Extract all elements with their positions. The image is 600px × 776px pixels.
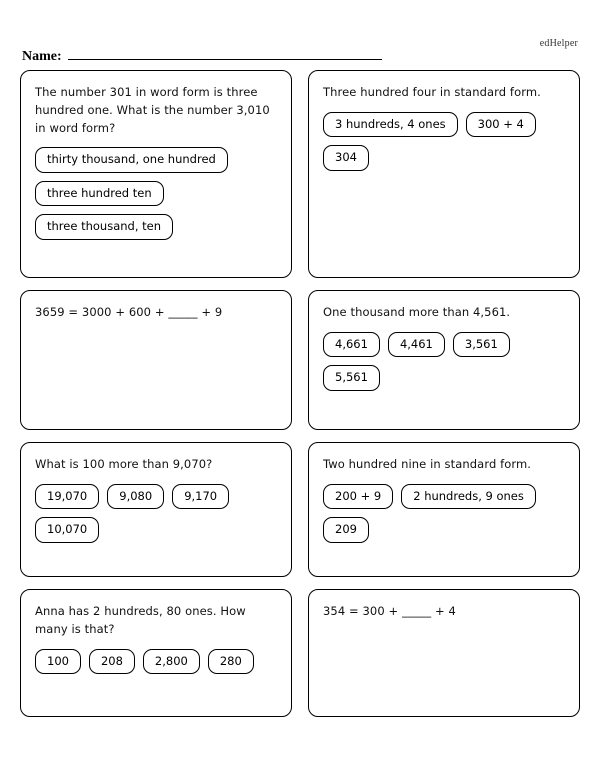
problem-question: 354 = 300 + _____ + 4 <box>323 604 456 618</box>
answer-choices <box>323 484 565 543</box>
name-field-row <box>22 46 382 65</box>
problems-grid <box>20 70 580 717</box>
answer-choice[interactable]: thirty thousand, one hundred <box>35 147 228 172</box>
answer-choice[interactable]: 9,170 <box>172 484 229 509</box>
answer-choice[interactable]: 4,461 <box>388 332 445 357</box>
problem-question: Anna has 2 hundreds, 80 ones. How many is that? <box>35 604 246 636</box>
answer-choice[interactable]: 3 hundreds, 4 ones <box>323 112 458 137</box>
answer-choice[interactable]: 304 <box>323 145 369 170</box>
problem-card <box>308 589 580 717</box>
problem-card <box>308 442 580 577</box>
answer-choice[interactable]: 10,070 <box>35 517 99 542</box>
answer-choice[interactable]: 208 <box>89 649 135 674</box>
answer-choice[interactable]: 9,080 <box>107 484 164 509</box>
answer-choice[interactable]: 2 hundreds, 9 ones <box>401 484 536 509</box>
answer-choice[interactable]: 3,561 <box>453 332 510 357</box>
answer-choices <box>35 484 277 543</box>
answer-choice[interactable]: 200 + 9 <box>323 484 393 509</box>
problem-question: The number 301 in word form is three hundred one. What is the number 3,010 in word form? <box>35 85 270 135</box>
problem-card <box>308 290 580 430</box>
answer-choice[interactable]: 19,070 <box>35 484 99 509</box>
answer-choices <box>35 147 277 239</box>
problem-card <box>20 290 292 430</box>
answer-choices <box>323 332 565 391</box>
answer-choice[interactable]: 300 + 4 <box>466 112 536 137</box>
answer-choice[interactable]: 4,661 <box>323 332 380 357</box>
name-input-line[interactable] <box>68 46 382 60</box>
answer-choice[interactable]: three thousand, ten <box>35 214 173 239</box>
problem-card <box>308 70 580 278</box>
problem-card <box>20 442 292 577</box>
problem-question: One thousand more than 4,561. <box>323 305 511 319</box>
problem-question: Three hundred four in standard form. <box>323 85 541 99</box>
problem-question: 3659 = 3000 + 600 + _____ + 9 <box>35 305 223 319</box>
problem-card <box>20 589 292 717</box>
answer-choice[interactable]: 2,800 <box>143 649 200 674</box>
answer-choice[interactable]: 5,561 <box>323 365 380 390</box>
problem-question: What is 100 more than 9,070? <box>35 457 213 471</box>
answer-choice[interactable]: three hundred ten <box>35 181 164 206</box>
answer-choice[interactable]: 209 <box>323 517 369 542</box>
name-label: Name: <box>22 49 62 64</box>
answer-choice[interactable]: 100 <box>35 649 81 674</box>
problem-question: Two hundred nine in standard form. <box>323 457 532 471</box>
edhelper-logo: edHelper <box>539 38 578 49</box>
problem-card <box>20 70 292 278</box>
answer-choices <box>35 649 277 674</box>
answer-choice[interactable]: 280 <box>208 649 254 674</box>
answer-choices <box>323 112 565 171</box>
